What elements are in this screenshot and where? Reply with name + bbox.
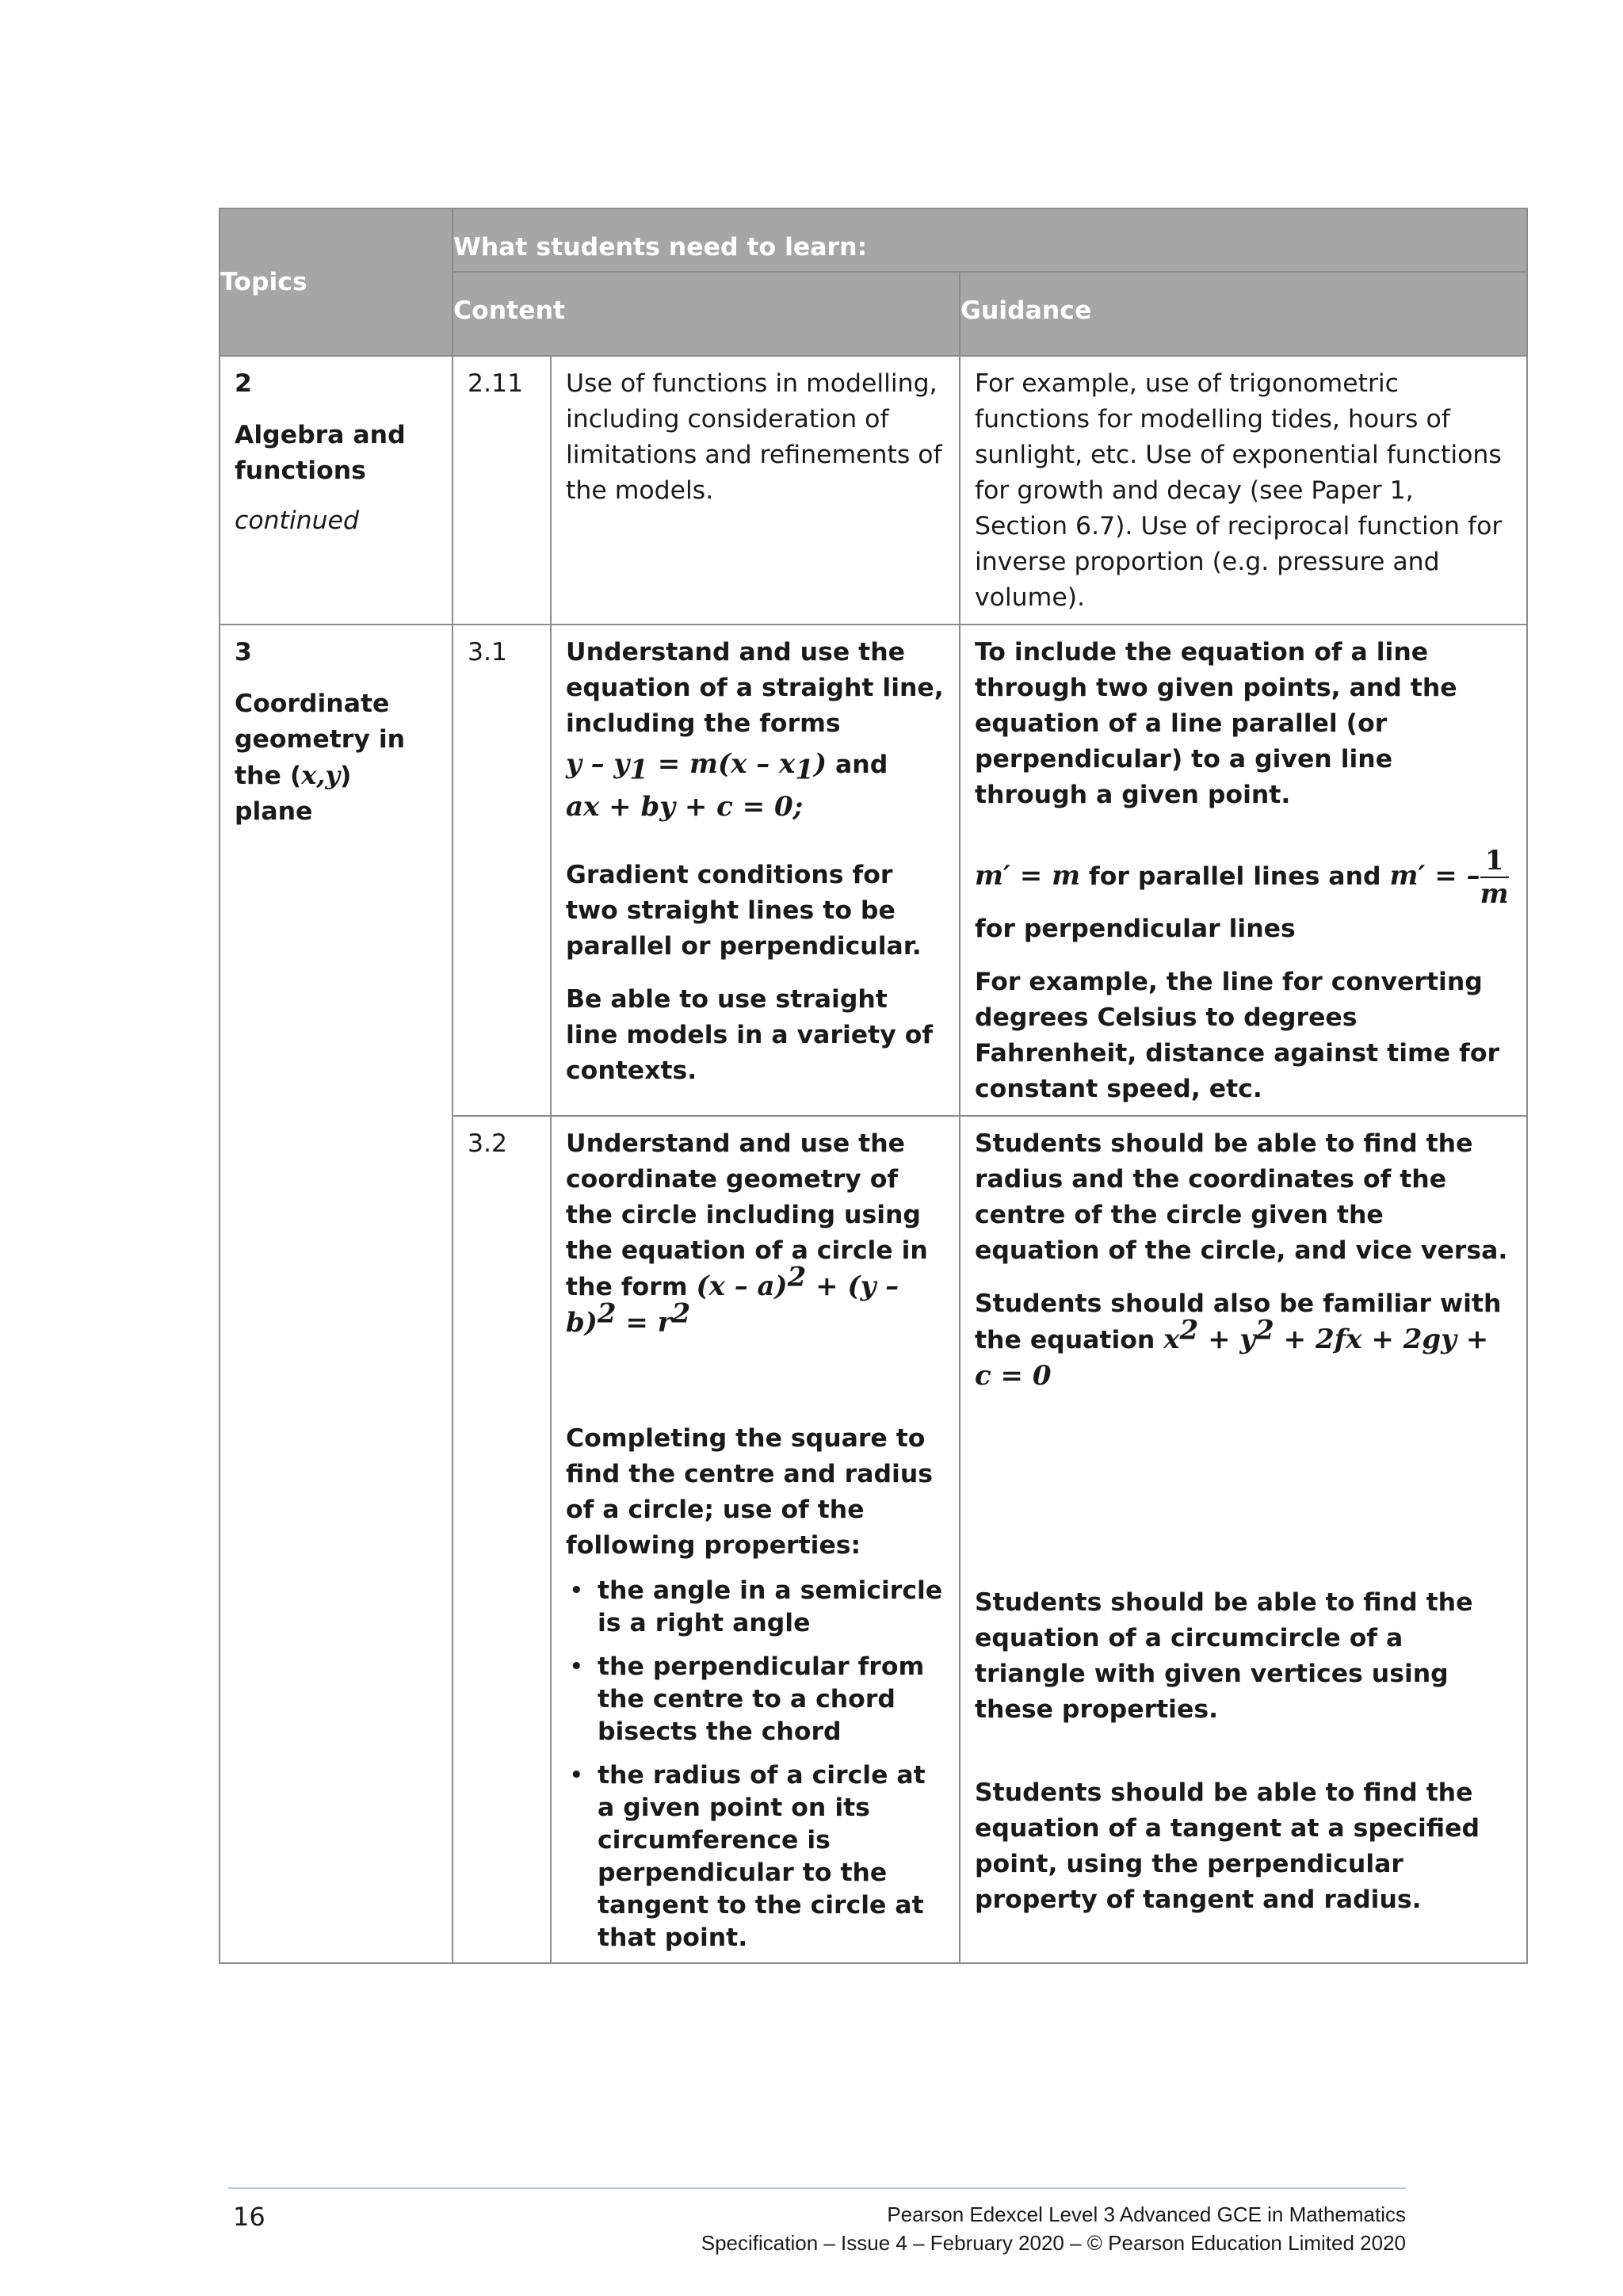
ref-cell [453, 1116, 551, 1963]
content-text: Be able to use straight line models in a variety of contexts. [566, 985, 934, 1085]
topic-cell-2 [220, 356, 453, 625]
content-text: Completing the square to find the centre and radius of a circle; use of the following properties: [566, 1424, 933, 1560]
header-topics: Topics [220, 208, 453, 356]
page-number: 16 [233, 2202, 265, 2232]
guidance-cell [960, 625, 1527, 1116]
content-cell [551, 356, 960, 625]
topic-continued: continued [235, 506, 359, 535]
content-text: Understand and use the equation of a straight line, including the forms [566, 638, 944, 738]
ref-cell [453, 625, 551, 1116]
guidance-text: Students should also be familiar with the equation $x^2 + y^2 + 2fx + 2gy + c = 0$ [975, 1289, 1502, 1392]
header-what-students-need-to-learn: What students need to learn: [453, 208, 1527, 272]
row-2-11 [220, 356, 1527, 625]
topic-number: 3 [235, 638, 252, 667]
ref-number: 3.2 [468, 1129, 508, 1158]
guidance-text: Students should be able to find the radius and the coordinates of the centre of the circle given the equation of the circle, and vice versa. [975, 1129, 1508, 1265]
guidance-text: To include the equation of a line through two given points, and the equation of a line parallel (or perpendicular) to a given line through a given point. [975, 638, 1457, 809]
footer-text [701, 2200, 1406, 2257]
footer-divider [228, 2187, 1406, 2189]
ref-number: 3.1 [468, 638, 508, 667]
ref-cell [453, 356, 551, 625]
guidance-text: For example, the line for converting degrees Celsius to degrees Fahrenheit, distance against time for constant speed, etc. [975, 968, 1500, 1103]
topic-title: Coordinate geometry in the (x,y) plane [235, 690, 406, 826]
guidance-cell [960, 356, 1527, 625]
specification-table [219, 208, 1528, 1964]
fraction-one-over-m: $\frac{1}{m}$ [1480, 845, 1509, 910]
properties-list [566, 1575, 945, 1954]
content-cell [551, 625, 960, 1116]
list-item: • the angle in a semicircle is a right angle [566, 1575, 945, 1640]
header-row-1 [220, 208, 1527, 272]
topic-title: Algebra and functions [235, 421, 406, 485]
topic-number: 2 [235, 369, 252, 398]
guidance-text: Students should be able to find the equation of a tangent at a specified point, using the perpendicular property of tangent and radius. [975, 1778, 1480, 1914]
footer-line-2: Specification – Issue 4 – February 2020 – © Pearson Education Limited 2020 [701, 2231, 1406, 2255]
guidance-gradient-formula: m′ = m for parallel lines and m′ = – $\frac{1}{m}$ [975, 845, 1509, 910]
content-cell [551, 1116, 960, 1963]
guidance-cell [960, 1116, 1527, 1963]
equation-point-slope: $y - y_1 = m(x - x_1)$ and [566, 748, 888, 786]
list-item: • the perpendicular from the centre to a chord bisects the chord [566, 1651, 945, 1748]
list-item: • the radius of a circle at a given point on its circumference is perpendicular to the tangent to the circle at that point. [566, 1759, 945, 1954]
content-text: Gradient conditions for two straight lines to be parallel or perpendicular. [566, 861, 922, 961]
equation-general-form: ax + by + c = 0; [566, 791, 804, 823]
guidance-text: For example, use of trigonometric functions for modelling tides, hours of sunlight, etc. Use of exponential functions for growth and decay (see Paper 1, Section 6.7). Use of reciprocal function for inverse proportion (e.g. pressure and volume). [975, 369, 1503, 612]
content-text: Understand and use the coordinate geometry of the circle including using the equation of a circle in the form $(x - a)^2 + (y - b)^2 = r^2$ [566, 1129, 928, 1339]
ref-number: 2.11 [468, 369, 524, 398]
header-guidance: Guidance [960, 272, 1527, 356]
topic-cell-3 [220, 625, 453, 1963]
guidance-text: Students should be able to find the equation of a circumcircle of a triangle with given vertices using these properties. [975, 1588, 1473, 1724]
guidance-text: for perpendicular lines [975, 915, 1296, 943]
content-text: Use of functions in modelling, including consideration of limitations and refinements of the models. [566, 369, 942, 505]
header-content: Content [453, 272, 960, 356]
row-3-1 [220, 625, 1527, 1116]
footer-line-1: Pearson Edexcel Level 3 Advanced GCE in Mathematics [887, 2202, 1406, 2226]
